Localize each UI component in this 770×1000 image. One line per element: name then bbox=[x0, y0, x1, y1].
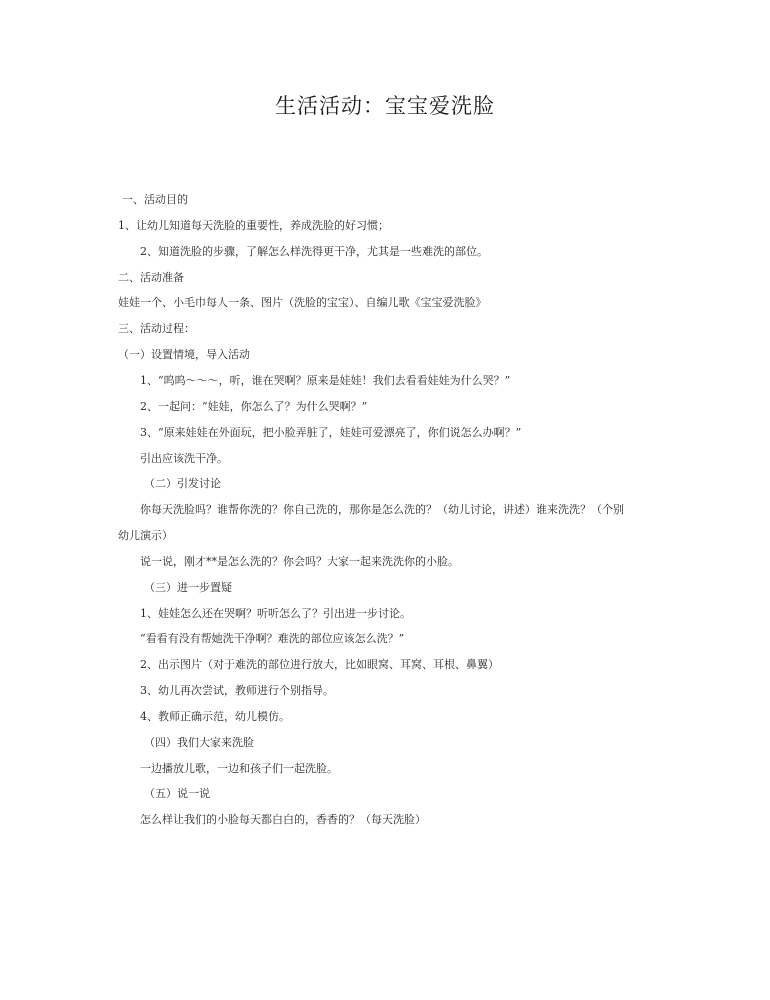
paragraph-line: 3、“原来娃娃在外面玩，把小脸弄脏了，娃娃可爱漂亮了，你们说怎么办啊？” bbox=[140, 426, 522, 439]
paragraph-line: “看看有没有帮她洗干净啊？难洗的部位应该怎么洗？” bbox=[140, 632, 405, 645]
subsection-heading: （五）说一说 bbox=[144, 787, 210, 800]
subsection-heading: （一）设置情境，导入活动 bbox=[118, 348, 250, 361]
paragraph-line: 引出应该洗干净。 bbox=[140, 452, 228, 465]
subsection-heading: （四）我们大家来洗脸 bbox=[144, 736, 254, 749]
paragraph-line: 幼儿演示） bbox=[118, 529, 173, 542]
paragraph-line: 怎么样让我们的小脸每天都白白的，香香的？（每天洗脸） bbox=[140, 813, 426, 826]
paragraph-line: 3、幼儿再次尝试，教师进行个别指导。 bbox=[140, 684, 334, 697]
subsection-heading: （三）进一步置疑 bbox=[144, 581, 232, 594]
paragraph-line: 1、娃娃怎么还在哭啊？听听怎么了？引出进一步讨论。 bbox=[140, 607, 411, 620]
section-heading-process: 三、活动过程： bbox=[118, 322, 195, 335]
paragraph-line: 一边播放儿歌，一边和孩子们一起洗脸。 bbox=[140, 762, 338, 775]
subsection-heading: （二）引发讨论 bbox=[144, 477, 221, 490]
paragraph-line: 4、教师正确示范，幼儿模仿。 bbox=[140, 710, 290, 723]
paragraph-line: 1、让幼儿知道每天洗脸的重要性，养成洗脸的好习惯； bbox=[118, 219, 389, 232]
paragraph-line: 2、一起问：“娃娃，你怎么了？为什么哭啊？” bbox=[140, 400, 368, 413]
paragraph-line: 你每天洗脸吗？谁帮你洗的？你自己洗的，那你是怎么洗的？（幼儿讨论，讲述）谁来洗洗？（个别 bbox=[140, 503, 624, 516]
section-heading-goals: 一、活动目的 bbox=[122, 193, 188, 206]
paragraph-line: 说一说，刚才**是怎么洗的？你会吗？大家一起来洗洗你的小脸。 bbox=[140, 555, 459, 568]
section-heading-preparation: 二、活动准备 bbox=[118, 271, 184, 284]
paragraph-line: 娃娃一个、小毛巾每人一条、图片（洗脸的宝宝）、自编儿歌《宝宝爱洗脸》 bbox=[118, 296, 487, 309]
paragraph-line: 1、“呜呜～～～，听，谁在哭啊？原来是娃娃！我们去看看娃娃为什么哭？” bbox=[140, 374, 511, 387]
paragraph-line: 2、知道洗脸的步骤，了解怎么样洗得更干净，尤其是一些难洗的部位。 bbox=[140, 245, 488, 258]
document-title: 生活活动：宝宝爱洗脸 bbox=[275, 94, 495, 118]
paragraph-line: 2、出示图片（对于难洗的部位进行放大，比如眼窝、耳窝、耳根、鼻翼） bbox=[140, 658, 499, 671]
